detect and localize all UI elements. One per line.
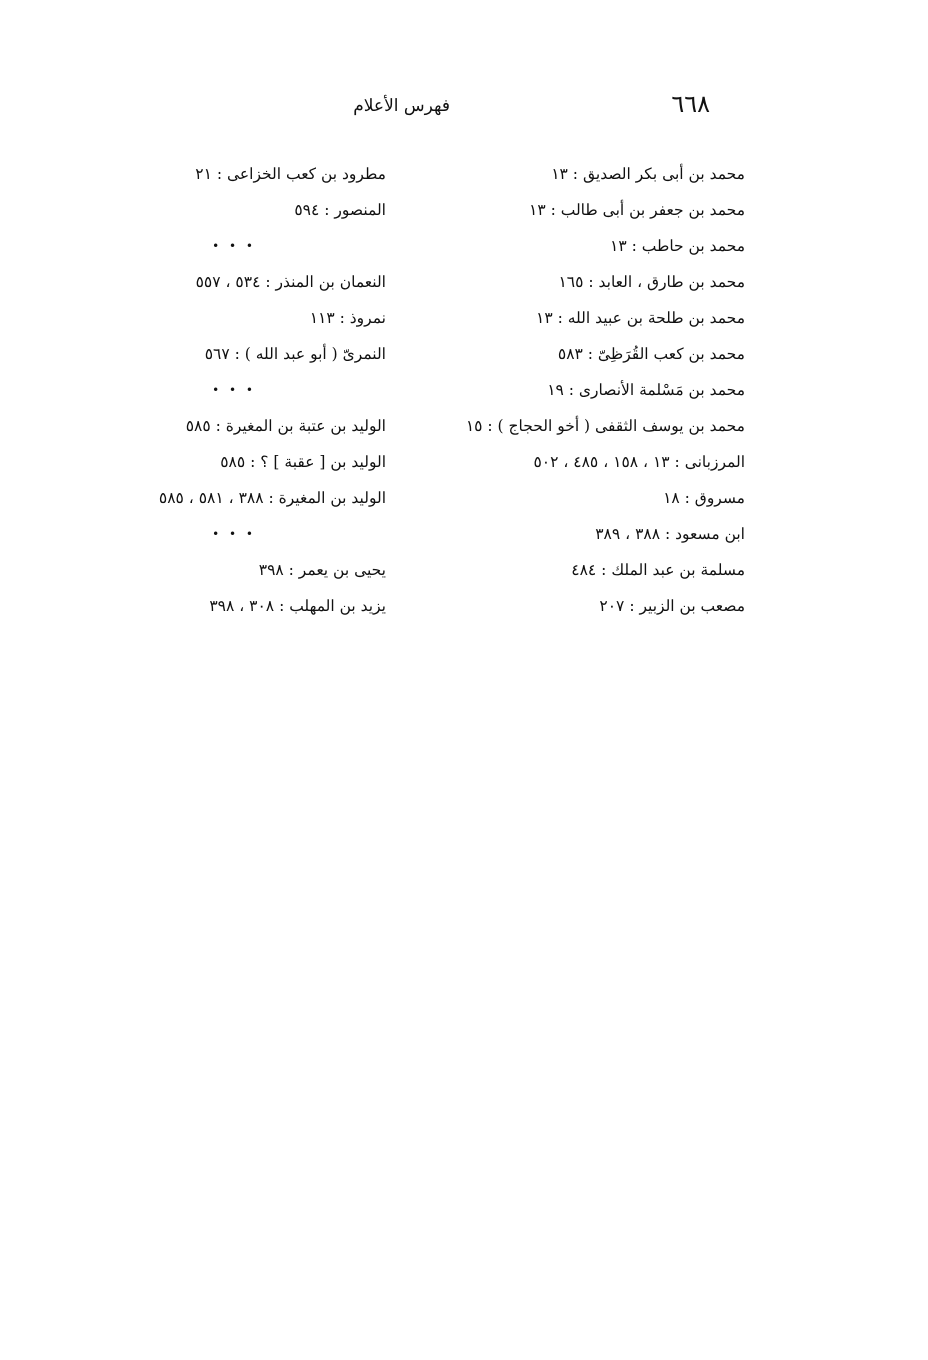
index-entry: يزيد بن المهلب : ٣٠٨ ، ٣٩٨ (209, 597, 386, 615)
index-entry: مطرود بن كعب الخزاعى : ٢١ (195, 165, 386, 183)
index-entry: مسلمة بن عبد الملك : ٤٨٤ (571, 561, 745, 579)
index-entry: مسروق : ١٨ (663, 489, 745, 507)
index-entry: النعمان بن المنذر : ٥٣٤ ، ٥٥٧ (195, 273, 386, 291)
index-entry: المرزبانى : ١٣ ، ١٥٨ ، ٤٨٥ ، ٥٠٢ (533, 453, 745, 471)
index-entry: محمد بن يوسف الثقفى ( أخو الحجاج ) : ١٥ (465, 417, 745, 435)
index-entry: محمد بن طلحة بن عبيد الله : ١٣ (536, 309, 745, 327)
index-entry: الوليد بن عتبة بن المغيرة : ٥٨٥ (185, 417, 386, 435)
index-entry: محمد بن كعب القُرَظِىّ : ٥٨٣ (557, 345, 745, 363)
index-entry: محمد بن حاطب : ١٣ (610, 237, 745, 255)
index-entry: محمد بن طارق ، العابد : ١٦٥ (558, 273, 745, 291)
index-entry: ابن مسعود : ٣٨٨ ، ٣٨٩ (595, 525, 745, 543)
index-entry: محمد بن أبى بكر الصديق : ١٣ (551, 165, 745, 183)
index-entry: يحيى بن يعمر : ٣٩٨ (258, 561, 386, 579)
index-column-right (405, 156, 745, 624)
index-entry: المنصور : ٥٩٤ (294, 201, 386, 219)
running-title: فهرس الأعلام (353, 96, 450, 116)
index-entry: محمد بن جعفر بن أبى طالب : ١٣ (529, 201, 745, 219)
index-entry: محمد بن مَسْلمة الأنصارى : ١٩ (547, 381, 745, 399)
section-separator: • • • (212, 239, 256, 253)
index-entry: نمروذ : ١١٣ (309, 309, 386, 327)
index-entry: النمرىّ ( أبو عبد الله ) : ٥٦٧ (204, 345, 386, 363)
page-number: ٦٦٨ (671, 90, 710, 118)
section-separator: • • • (212, 527, 256, 541)
index-entry: الوليد بن [ عقبة ] ؟ : ٥٨٥ (220, 453, 386, 471)
page-header (350, 90, 730, 130)
index-entry: مصعب بن الزبير : ٢٠٧ (599, 597, 745, 615)
index-entry: الوليد بن المغيرة : ٣٨٨ ، ٥٨١ ، ٥٨٥ (158, 489, 386, 507)
section-separator: • • • (212, 383, 256, 397)
index-column-left (86, 156, 386, 624)
